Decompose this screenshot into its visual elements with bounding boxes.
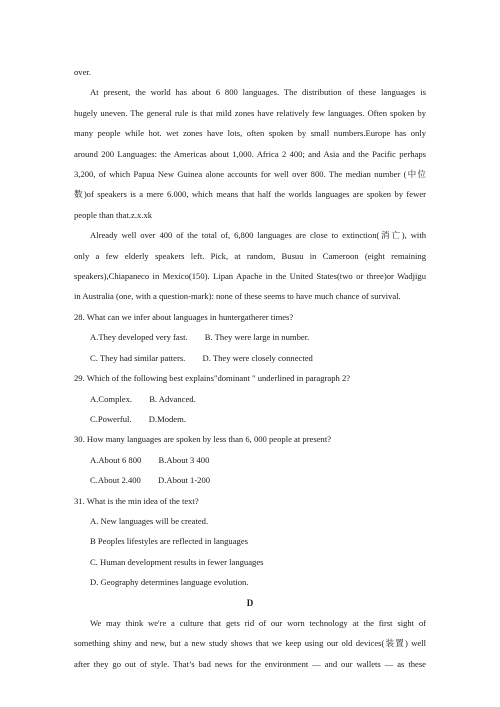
option-line: D. Geography determines language evolution. [90,577,249,588]
option-line: A.About 6 800 B.About 3 400 [90,454,210,465]
question-30 [74,429,426,490]
passage-line: after they go out of style. That’s bad news for the environment — and our wallets — as these [74,658,426,669]
passage-line: only a few elderly speakers left. Pick, at random, Busuu in Cameroon (eight remaining [74,250,426,261]
passage-line: in Australia (one, with a question-mark): none of these seems to have much chance of survival. [74,291,401,302]
question-stem: 30. How many languages are spoken by less than 6, 000 people at present? [74,434,332,445]
option-line: C.Powerful. D.Modem. [90,413,186,424]
passage-line: speakers),Chiapaneco in Mexico(150). Lipan Apache in the United States(two or three)or Wadjigu [74,271,426,282]
question-31 [74,491,426,593]
passage-line: something shiny and new, but a new study shows that we keep using our old devices(装置) well [74,638,426,649]
passage-line: We may think we're a culture that gets rid of our worn technology at the first sight of [90,617,426,628]
passage-line: over. [74,67,91,77]
passage-line: many people while hot. wet zones have lots, often spoken by small numbers.Europe has only [74,128,426,139]
section-heading: D [246,597,254,608]
option-line: C. Human development results in fewer languages [90,556,264,567]
passage-line: Already well over 400 of the total of, 6,800 languages are close to extinction(消亡), with [90,230,426,241]
option-line: A.Complex. B. Advanced. [90,393,196,404]
question-28 [74,307,426,368]
question-stem: 28. What can we infer about languages in huntergatherer times? [74,311,294,322]
document-page [74,62,426,674]
question-stem: 29. Which of the following best explains"dominant " underlined in paragraph 2? [74,373,351,384]
passage-c [74,62,426,307]
passage-line: hugely uneven. The general rule is that mild zones have relatively few languages. Often spoken by [74,107,426,118]
option-line: C.About 2.400 D.About 1-200 [90,475,211,486]
option-line: C. They had similar patters. D. They were closely connected [90,352,313,363]
question-29 [74,368,426,429]
passage-line: people than that.z.x.xk [74,209,153,220]
option-line: A.They developed very fast. B. They were large in number. [90,332,310,343]
question-stem: 31. What is the min idea of the text? [74,495,199,506]
passage-line: At present, the world has about 6 800 languages. The distribution of these languages is [90,87,426,98]
section-d [74,593,426,675]
option-line: A. New languages will be created. [90,515,209,526]
passage-line: around 200 Languages: the Americas about 1,000. Africa 2 400; and Asia and the Pacific perhaps [74,148,426,159]
passage-line: 数)of speakers is a mere 6.000, which means that half the worlds languages are spoken by fewer [74,189,426,200]
passage-line: 3,200, of which Papua New Guinea alone accounts for well over 800. The median number (中位 [74,169,426,180]
option-line: B Peoples lifestyles are reflected in languages [90,536,248,547]
